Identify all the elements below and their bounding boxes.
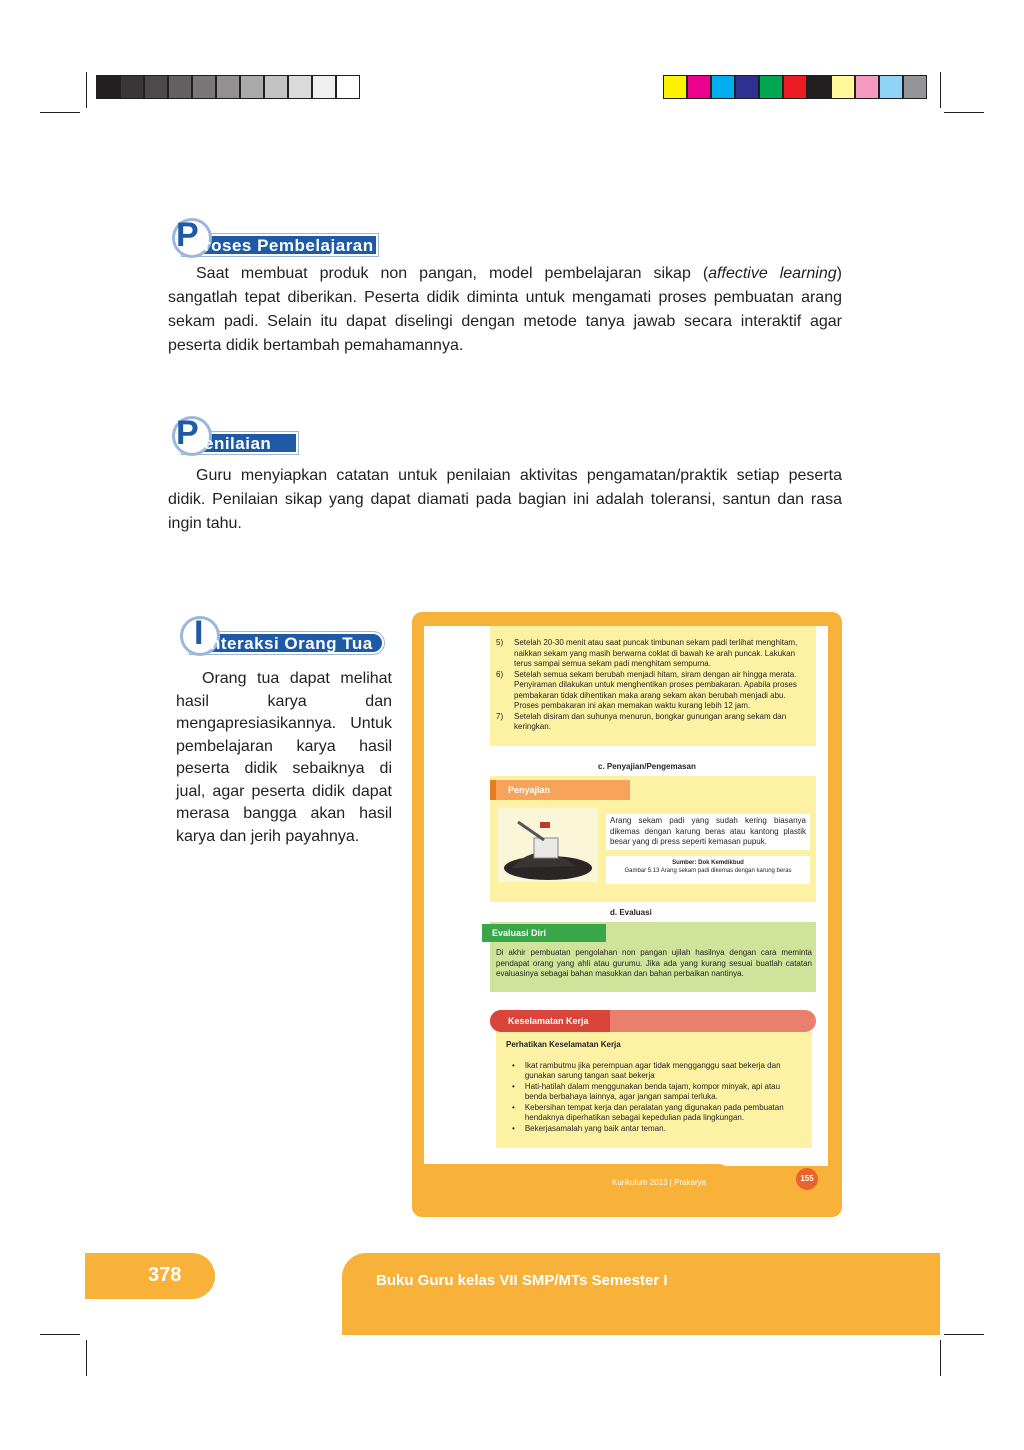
steps-box — [490, 626, 816, 746]
evaluasi-label: Evaluasi Diri — [482, 924, 606, 942]
step-item: 5) Setelah 20-30 menit atau saat puncak timbunan sekam padi terlihat menghitam, naikkan sekam yang masih berwarna coklat di bawah ke arah puncak. Lakukan terus sampai semua sekam padi menghitam sempurna. — [496, 638, 798, 668]
inset-page-number: 155 — [796, 1168, 818, 1190]
header-title: roses Pembelajaran — [204, 236, 374, 255]
header-title: nteraksi Orang Tua — [210, 634, 373, 653]
penyajian-label: Penyajian — [490, 780, 630, 800]
safety-item: • Ikat rambutmu jika perempuan agar tidak mengganggu saat bekerja dan gunakan sarung tangan saat bekerja — [512, 1060, 781, 1080]
penyajian-text: Arang sekam padi yang sudah kering biasanya dikemas dengan karung beras atau kantong plastik besar yang di press seperti kemasan pupuk. — [606, 814, 810, 850]
figure-caption: Gambar 5.13 Arang sekam padi dikemas dengan karung beras — [624, 868, 792, 874]
footer-book-title: Buku Guru kelas VII SMP/MTs Semester I — [376, 1272, 668, 1289]
step-item: 6) Setelah semua sekam berubah menjadi hitam, siram dengan air hingga merata. Penyiraman dilakukan untuk menghentikan proses pembakaran. Apabila proses pembakaran tidak dihentikan maka arang sekam akan berubah menjadi abu. Proses pembakaran ini akan memakan waktu kurang lebih 12 jam. — [496, 669, 797, 710]
inset-footer-text: Kurikulum 2013 | Prakarya — [612, 1178, 707, 1187]
footer-page-number: 378 — [148, 1264, 182, 1286]
figure-source: Sumber: Dok Kemdikbud — [672, 860, 744, 866]
section-header-proses-pembelajaran — [172, 216, 378, 255]
charcoal-bag-image — [498, 808, 598, 882]
inset-footer-band — [424, 1164, 734, 1200]
safety-item: • Bekerjasamalah yang baik antar teman. — [512, 1123, 666, 1133]
student-book-page-inset — [412, 612, 842, 1217]
penyajian-box — [490, 776, 816, 902]
footer-right-band — [342, 1253, 940, 1335]
figure-caption-box — [606, 856, 810, 884]
header-initial-letter: P — [176, 414, 199, 452]
evaluasi-text: Di akhir pembuatan pengolahan non pangan ujilah hasilnya dengan cara meminta pendapat orang yang ahli atau gurumu. Jika ada yang kurang sesuai buatlah catatan evaluasinya sebagai bahan masukkan dan bahan perbaikan nantinya. — [496, 948, 812, 978]
section-header-penilaian — [172, 414, 298, 453]
heading-penyajian-pengemasan: c. Penyajian/Pengemasan — [598, 762, 696, 771]
keselamatan-title: Perhatikan Keselamatan Kerja — [506, 1040, 621, 1049]
heading-evaluasi: d. Evaluasi — [610, 908, 652, 917]
header-title: enilaian — [204, 434, 272, 453]
section-header-interaksi-orang-tua — [180, 614, 382, 653]
penilaian-paragraph: Guru menyiapkan catatan untuk penilaian aktivitas pengamatan/praktik setiap peserta didik. Penilaian sikap yang dapat diamati pada bagian ini adalah toleransi, santun dan rasa ingin tahu. — [168, 467, 842, 532]
inset-page-surface — [424, 626, 828, 1166]
interaksi-paragraph: Orang tua dapat melihat hasil karya dan mengapresiasikannya. Untuk pembelajaran karya hasil peserta didik sebaiknya di jual, agar peserta didik dapat merasa bangga akan hasil karya dan jerih payahnya. — [176, 670, 392, 845]
proses-paragraph: Saat membuat produk non pangan, model pembelajaran sikap (affective learning) sangatlah tepat diberikan. Peserta didik diminta untuk mengamati proses pembuatan arang sekam padi. Selain itu dapat diselingi dengan metode tanya jawab secara interaktif agar peserta didik bertambah pemahamannya. — [168, 265, 842, 354]
header-initial-letter: I — [194, 614, 204, 652]
keselamatan-label: Keselamatan Kerja — [490, 1010, 610, 1032]
evaluasi-box — [490, 922, 816, 992]
step-item: 7) Setelah disiram dan suhunya menurun, bongkar gunungan arang sekam dan keringkan. — [496, 711, 787, 731]
safety-item: • Hati-hatilah dalam menggunakan benda tajam, kompor minyak, api atau benda berbahaya lainnya, agar jangan sampai terluka. — [512, 1081, 781, 1101]
header-initial-letter: P — [176, 216, 199, 254]
keselamatan-box — [496, 1032, 812, 1148]
safety-item: • Kebersihan tempat kerja dan peralatan yang digunakan pada pembuatan hendaknya diperhatikan sebagai kepedulian pada lingkungan. — [512, 1102, 784, 1122]
